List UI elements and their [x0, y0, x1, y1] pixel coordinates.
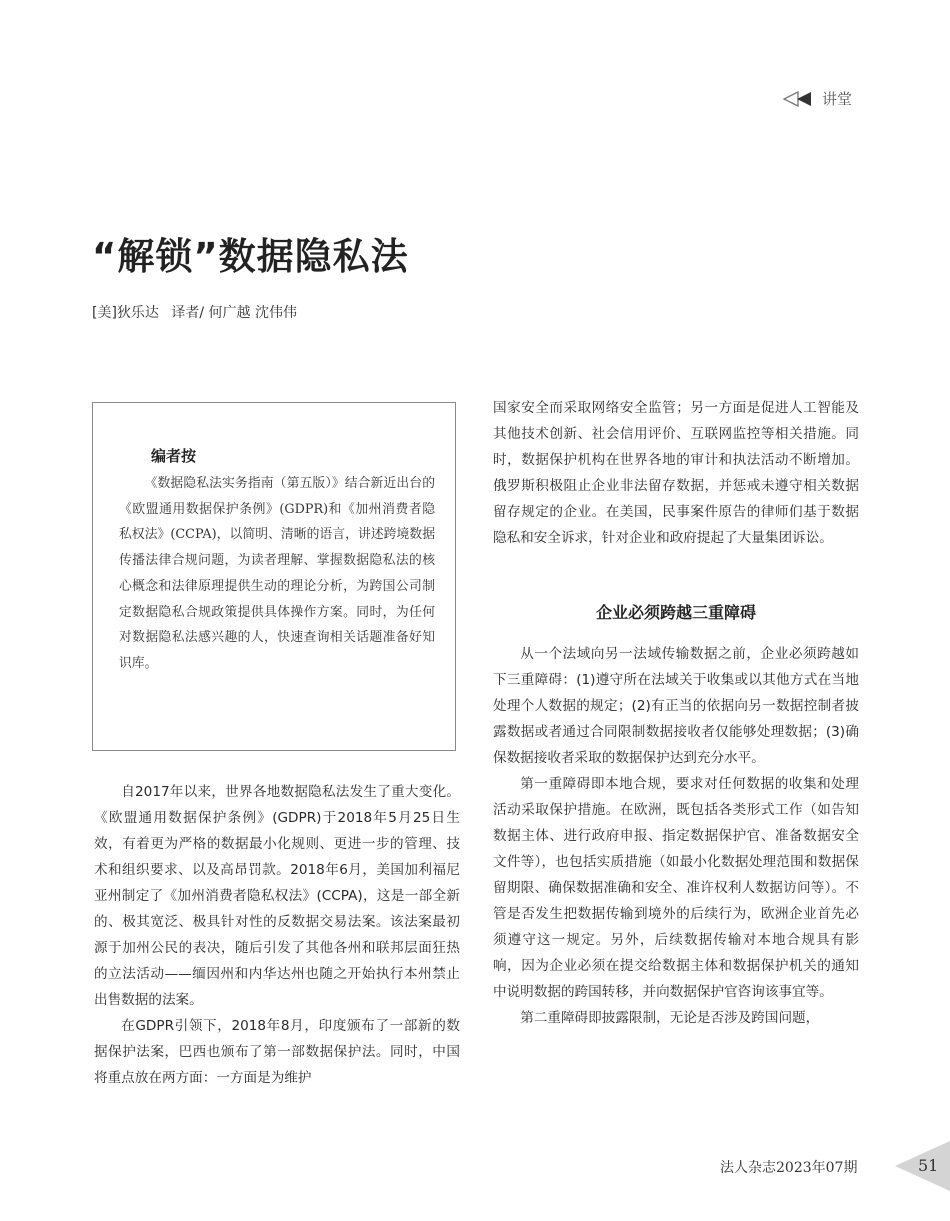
- section-tag: [782, 88, 852, 109]
- editor-note-text: 《数据隐私法实务指南（第五版）》结合新近出台的《欧盟通用数据保护条例》(GDPR)和《加州消费者隐私权法》(CCPA)，以简明、清晰的语言，讲述跨境数据传播法律合规问题，为读者理解、掌握数据隐私法的核心概念和法律原理提供生动的理论分析，为跨国公司制定数据隐私合规政策提供具体操作方案。同时，为任何对数据隐私法感兴趣的人，快速查询相关话题准备好知识库。: [119, 476, 435, 671]
- double-left-triangle-icon: [782, 91, 812, 107]
- right-column-bottom: [493, 641, 859, 1031]
- page-number: 51: [918, 1156, 939, 1175]
- body-paragraph: 在GDPR引领下，2018年8月，印度颁布了一部新的数据保护法案，巴西也颁布了第一部数据保护法。同时，中国将重点放在两方面：一方面是为维护: [94, 1018, 460, 1086]
- body-paragraph: 第二重障碍即披露限制，无论是否涉及跨国问题，: [520, 1010, 820, 1026]
- journal-footer: 法人杂志2023年07期: [720, 1160, 858, 1176]
- section-subheading: 企业必须跨越三重障碍: [595, 603, 756, 622]
- left-column: [94, 779, 460, 1091]
- right-column-top: [493, 395, 859, 551]
- editor-note-heading: 编者按: [151, 447, 197, 465]
- translators: 译者/ 何广越 沈伟伟: [171, 305, 298, 321]
- author: [美]狄乐达: [92, 305, 159, 321]
- body-paragraph: 自2017年以来，世界各地数据隐私法发生了重大变化。《欧盟通用数据保护条例》(GDPR)于2018年5月25日生效，有着更为严格的数据最小化规则、更进一步的管理、技术和组织要求、以及高昂罚款。2018年6月，美国加利福尼亚州制定了《加州消费者隐私权法》(CCPA)，这是一部全新的、极其宽泛、极具针对性的反数据交易法案。该法案最初源于加州公民的表决，随后引发了其他各州和联邦层面狂热的立法活动——缅因州和内华达州也随之开始执行本州禁止出售数据的法案。: [94, 784, 460, 1008]
- byline: [92, 302, 305, 322]
- body-paragraph-continued: 国家安全而采取网络安全监管；另一方面是促进人工智能及其他技术创新、社会信用评价、互联网监控等相关措施。同时，数据保护机构在世界各地的审计和执法活动不断增加。俄罗斯积极阻止企业非法留存数据，并惩戒未遵守相关数据留存规定的企业。在美国，民事案件原告的律师们基于数据隐私和安全诉求，针对企业和政府提起了大量集团诉讼。: [493, 400, 859, 546]
- article-title: “解锁”数据隐私法: [92, 235, 409, 278]
- body-paragraph: 从一个法域向另一法域传输数据之前，企业必须跨越如下三重障碍：(1)遵守所在法域关于收集或以其他方式在当地处理个人数据的规定；(2)有正当的依据向另一数据控制者披露数据或者通过合同限制数据接收者仅能够处理数据；(3)确保数据接收者采取的数据保护达到充分水平。: [493, 646, 859, 766]
- section-label: 讲堂: [822, 90, 853, 108]
- body-paragraph: 第一重障碍即本地合规，要求对任何数据的收集和处理活动采取保护措施。在欧洲，既包括各类形式工作（如告知数据主体、进行政府申报、指定数据保护官、准备数据安全文件等），也包括实质措施（如最小化数据处理范围和数据保留期限、确保数据准确和安全、准许权利人数据访问等）。不管是否发生把数据传输到境外的后续行为，欧洲企业首先必须遵守这一规定。另外，后续数据传输对本地合规具有影响，因为企业必须在提交给数据主体和数据保护机关的通知中说明数据的跨国转移，并向数据保护官咨询该事宜等。: [493, 776, 859, 1000]
- editor-note-box: [92, 402, 456, 751]
